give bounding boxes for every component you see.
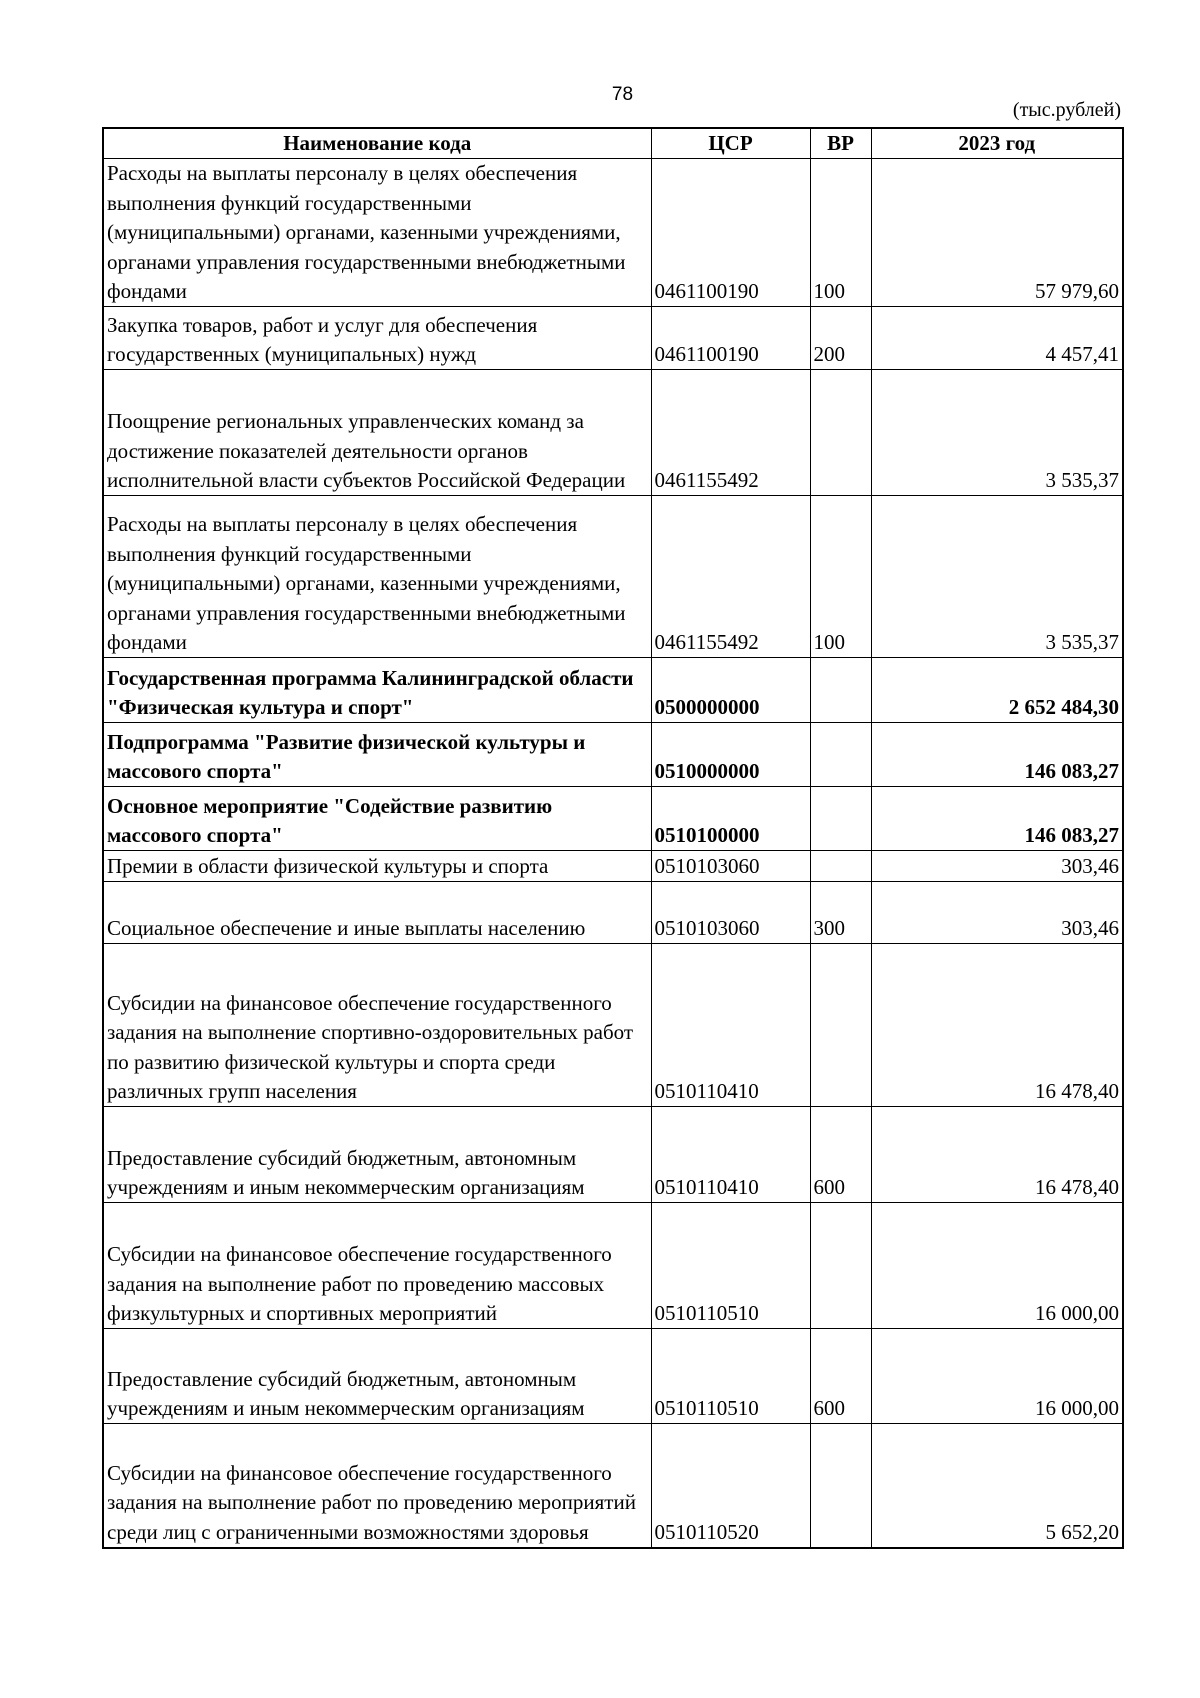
table-row — [103, 496, 1123, 658]
row-csr: 0510103060 — [651, 851, 810, 882]
row-amount: 16 000,00 — [871, 1329, 1123, 1424]
row-csr: 0510000000 — [651, 723, 810, 787]
row-name: Поощрение региональных управленческих команд за достижение показателей деятельности органов исполнительной власти субъектов Российской Федерации — [103, 370, 651, 496]
table-row — [103, 1203, 1123, 1329]
row-name: Основное мероприятие "Содействие развитию массового спорта" — [103, 787, 651, 851]
row-name: Премии в области физической культуры и спорта — [103, 851, 651, 882]
row-vr: 600 — [810, 1107, 871, 1203]
row-vr — [810, 944, 871, 1107]
row-vr: 100 — [810, 159, 871, 307]
table-row — [103, 944, 1123, 1107]
header-name: Наименование кода — [103, 128, 651, 159]
budget-table — [102, 127, 1124, 1549]
table-row — [103, 723, 1123, 787]
row-csr: 0500000000 — [651, 658, 810, 723]
row-amount: 3 535,37 — [871, 496, 1123, 658]
row-vr — [810, 658, 871, 723]
table-row — [103, 1329, 1123, 1424]
table-row — [103, 658, 1123, 723]
page-number: 78 — [611, 84, 634, 105]
row-csr: 0461100190 — [651, 307, 810, 370]
row-csr: 0510110510 — [651, 1203, 810, 1329]
row-name: Социальное обеспечение и иные выплаты населению — [103, 882, 651, 944]
row-vr: 300 — [810, 882, 871, 944]
row-amount: 303,46 — [871, 882, 1123, 944]
row-vr: 600 — [810, 1329, 871, 1424]
row-name: Предоставление субсидий бюджетным, автономным учреждениям и иным некоммерческим организациям — [103, 1329, 651, 1424]
row-amount: 146 083,27 — [871, 787, 1123, 851]
row-vr — [810, 787, 871, 851]
row-csr: 0461100190 — [651, 159, 810, 307]
row-csr: 0461155492 — [651, 370, 810, 496]
row-vr: 200 — [810, 307, 871, 370]
row-name: Расходы на выплаты персоналу в целях обеспечения выполнения функций государственными (муниципальными) органами, казенными учреждениями, органами управления государственными внебюджетными фондами — [103, 496, 651, 658]
row-csr: 0510100000 — [651, 787, 810, 851]
table-row — [103, 882, 1123, 944]
row-name: Субсидии на финансовое обеспечение государственного задания на выполнение спортивно-оздоровительных работ по развитию физической культуры и спорта среди различных групп населения — [103, 944, 651, 1107]
row-amount: 3 535,37 — [871, 370, 1123, 496]
row-vr — [810, 851, 871, 882]
table-row — [103, 370, 1123, 496]
row-csr: 0510110510 — [651, 1329, 810, 1424]
header-vr: ВР — [810, 128, 871, 159]
table-row — [103, 1107, 1123, 1203]
row-name: Расходы на выплаты персоналу в целях обеспечения выполнения функций государственными (муниципальными) органами, казенными учреждениями, органами управления государственными внебюджетными фондами — [103, 159, 651, 307]
row-amount: 5 652,20 — [871, 1424, 1123, 1548]
row-name: Закупка товаров, работ и услуг для обеспечения государственных (муниципальных) нужд — [103, 307, 651, 370]
row-name: Государственная программа Калининградской области "Физическая культура и спорт" — [103, 658, 651, 723]
row-name: Субсидии на финансовое обеспечение государственного задания на выполнение работ по проведению мероприятий среди лиц с ограниченными возможностями здоровья — [103, 1424, 651, 1548]
units-label: (тыс.рублей) — [1012, 99, 1121, 121]
row-amount: 303,46 — [871, 851, 1123, 882]
row-vr — [810, 1203, 871, 1329]
row-name: Предоставление субсидий бюджетным, автономным учреждениям и иным некоммерческим организациям — [103, 1107, 651, 1203]
row-vr — [810, 1424, 871, 1548]
table-row — [103, 307, 1123, 370]
table-row — [103, 1424, 1123, 1548]
row-csr: 0510110410 — [651, 1107, 810, 1203]
row-amount: 146 083,27 — [871, 723, 1123, 787]
table-row — [103, 787, 1123, 851]
row-amount: 57 979,60 — [871, 159, 1123, 307]
header-year: 2023 год — [871, 128, 1123, 159]
row-name: Субсидии на финансовое обеспечение государственного задания на выполнение работ по проведению массовых физкультурных и спортивных мероприятий — [103, 1203, 651, 1329]
row-csr: 0461155492 — [651, 496, 810, 658]
row-name: Подпрограмма "Развитие физической культуры и массового спорта" — [103, 723, 651, 787]
table-row — [103, 851, 1123, 882]
row-amount: 4 457,41 — [871, 307, 1123, 370]
row-amount: 16 478,40 — [871, 944, 1123, 1107]
row-csr: 0510103060 — [651, 882, 810, 944]
row-amount: 2 652 484,30 — [871, 658, 1123, 723]
row-vr: 100 — [810, 496, 871, 658]
row-csr: 0510110410 — [651, 944, 810, 1107]
header-csr: ЦСР — [651, 128, 810, 159]
row-amount: 16 478,40 — [871, 1107, 1123, 1203]
row-vr — [810, 370, 871, 496]
table-row — [103, 159, 1123, 307]
row-vr — [810, 723, 871, 787]
table-header-row — [103, 128, 1123, 159]
row-amount: 16 000,00 — [871, 1203, 1123, 1329]
row-csr: 0510110520 — [651, 1424, 810, 1548]
